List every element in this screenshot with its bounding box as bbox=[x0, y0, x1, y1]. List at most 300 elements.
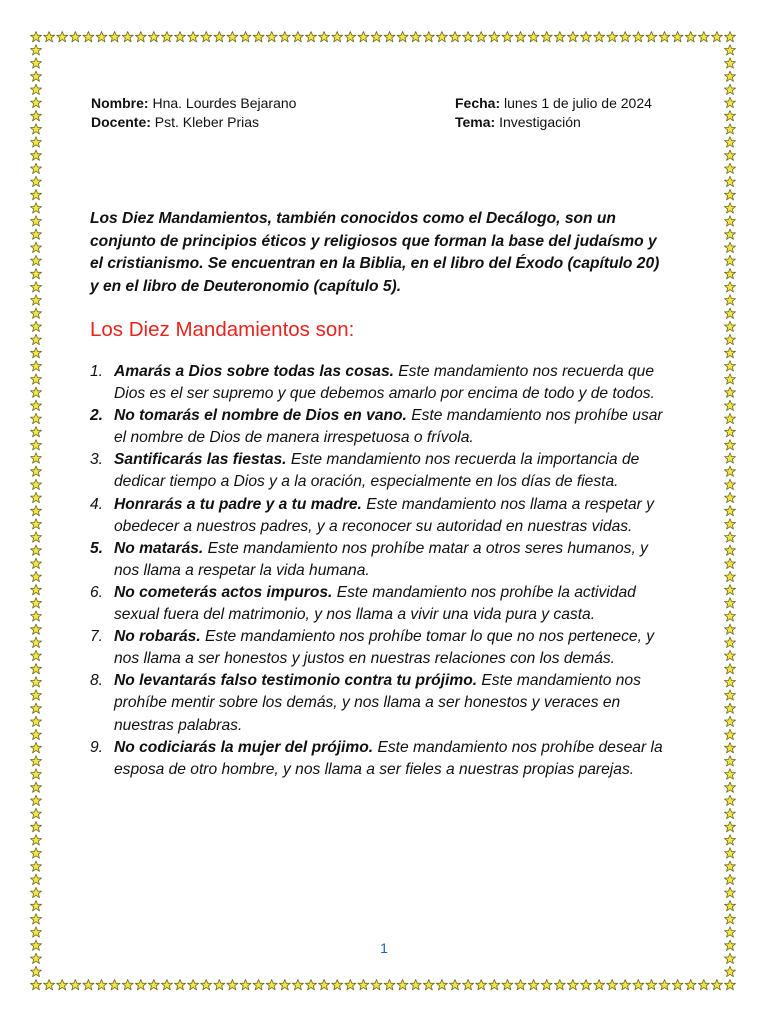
star-icon bbox=[724, 650, 735, 660]
star-icon bbox=[358, 979, 369, 989]
star-icon bbox=[672, 31, 683, 41]
star-icon bbox=[188, 31, 199, 41]
item-title: No codiciarás la mujer del prójimo. bbox=[114, 738, 374, 756]
star-icon bbox=[580, 979, 591, 989]
star-icon bbox=[30, 953, 41, 963]
star-icon bbox=[319, 979, 330, 989]
star-icon bbox=[685, 979, 696, 989]
star-icon bbox=[30, 808, 41, 818]
star-icon bbox=[724, 84, 735, 94]
star-icon bbox=[30, 611, 41, 621]
star-icon bbox=[30, 663, 41, 673]
star-icon bbox=[214, 31, 225, 41]
star-icon bbox=[646, 979, 657, 989]
star-icon bbox=[30, 584, 41, 594]
star-icon bbox=[724, 479, 735, 489]
star-icon bbox=[397, 979, 408, 989]
star-icon bbox=[724, 492, 735, 502]
star-icon bbox=[489, 979, 500, 989]
star-icon bbox=[70, 979, 81, 989]
star-icon bbox=[672, 979, 683, 989]
star-icon bbox=[724, 282, 735, 292]
item-title: No robarás. bbox=[114, 628, 201, 646]
star-icon bbox=[30, 861, 41, 871]
item-text: Este mandamiento nos prohíbe la actividad sexual fuera del matrimonio, y nos llama a vivir una vida pura y casta. bbox=[114, 583, 636, 624]
list-item bbox=[90, 737, 674, 781]
item-text: Este mandamiento nos llama a respetar y obedecer a nuestros padres, y a reconocer su autoridad en nuestras vidas. bbox=[114, 495, 654, 535]
star-icon bbox=[266, 31, 277, 41]
star-icon bbox=[724, 861, 735, 871]
star-icon bbox=[292, 979, 303, 989]
star-icon bbox=[476, 31, 487, 41]
star-icon bbox=[253, 979, 264, 989]
star-icon bbox=[724, 545, 735, 555]
star-icon bbox=[30, 216, 41, 226]
star-icon bbox=[57, 979, 68, 989]
star-icon bbox=[724, 571, 735, 581]
star-icon bbox=[30, 189, 41, 199]
star-icon bbox=[174, 979, 185, 989]
star-icon bbox=[633, 31, 644, 41]
star-icon bbox=[30, 374, 41, 384]
star-icon bbox=[449, 979, 460, 989]
item-body bbox=[114, 626, 674, 670]
nombre-field bbox=[91, 94, 455, 113]
star-icon bbox=[240, 31, 251, 41]
star-icon bbox=[30, 637, 41, 647]
star-icon bbox=[711, 979, 722, 989]
star-icon bbox=[724, 334, 735, 344]
item-text: Este mandamiento nos prohíbe matar a otros seres humanos, y nos llama a respetar la vida humana. bbox=[114, 539, 648, 579]
star-icon bbox=[724, 611, 735, 621]
star-icon bbox=[30, 426, 41, 436]
star-icon bbox=[201, 31, 212, 41]
star-icon bbox=[554, 31, 565, 41]
star-icon bbox=[724, 729, 735, 739]
star-icon bbox=[724, 742, 735, 752]
star-icon bbox=[96, 979, 107, 989]
star-icon bbox=[201, 979, 212, 989]
star-icon bbox=[30, 545, 41, 555]
star-icon bbox=[30, 742, 41, 752]
star-icon bbox=[266, 979, 277, 989]
item-body bbox=[114, 582, 674, 626]
star-icon bbox=[724, 505, 735, 515]
star-icon bbox=[724, 874, 735, 884]
star-icon bbox=[724, 413, 735, 423]
star-icon bbox=[724, 374, 735, 384]
star-icon bbox=[30, 532, 41, 542]
star-icon bbox=[345, 979, 356, 989]
list-item bbox=[90, 670, 674, 736]
star-icon bbox=[30, 137, 41, 147]
page-number: 1 bbox=[380, 940, 388, 956]
star-icon bbox=[135, 979, 146, 989]
star-icon bbox=[30, 650, 41, 660]
star-icon bbox=[30, 940, 41, 950]
star-icon bbox=[724, 163, 735, 173]
list-item bbox=[90, 494, 674, 538]
star-icon bbox=[30, 703, 41, 713]
document-header bbox=[91, 94, 691, 132]
star-icon bbox=[332, 31, 343, 41]
star-icon bbox=[109, 31, 120, 41]
star-icon bbox=[83, 979, 94, 989]
star-icon bbox=[240, 979, 251, 989]
star-icon bbox=[724, 268, 735, 278]
list-item bbox=[90, 582, 674, 626]
star-icon bbox=[724, 203, 735, 213]
star-icon bbox=[724, 637, 735, 647]
star-icon bbox=[30, 677, 41, 687]
star-icon bbox=[30, 163, 41, 173]
item-number: 9. bbox=[90, 738, 104, 756]
star-icon bbox=[724, 624, 735, 634]
star-icon bbox=[30, 229, 41, 239]
item-number: 5. bbox=[90, 539, 104, 557]
star-icon bbox=[30, 453, 41, 463]
star-icon bbox=[30, 519, 41, 529]
star-icon bbox=[724, 71, 735, 81]
star-icon bbox=[724, 110, 735, 120]
star-icon bbox=[423, 31, 434, 41]
star-icon bbox=[44, 979, 55, 989]
star-icon bbox=[724, 558, 735, 568]
list-item bbox=[90, 361, 674, 405]
item-title: No cometerás actos impuros. bbox=[114, 583, 333, 601]
star-icon bbox=[594, 979, 605, 989]
star-icon bbox=[30, 769, 41, 779]
item-title: No tomarás el nombre de Dios en vano. bbox=[114, 407, 407, 425]
star-icon bbox=[30, 150, 41, 160]
star-icon bbox=[554, 979, 565, 989]
star-icon bbox=[122, 979, 133, 989]
docente-value: Pst. Kleber Prias bbox=[154, 114, 260, 130]
star-icon bbox=[410, 31, 421, 41]
star-icon bbox=[30, 848, 41, 858]
star-icon bbox=[30, 598, 41, 608]
star-icon bbox=[148, 979, 159, 989]
star-icon bbox=[30, 71, 41, 81]
star-icon bbox=[724, 690, 735, 700]
star-icon bbox=[711, 31, 722, 41]
item-number: 2. bbox=[90, 407, 104, 425]
star-icon bbox=[279, 31, 290, 41]
star-icon bbox=[30, 124, 41, 134]
item-number: 6. bbox=[90, 583, 104, 601]
star-icon bbox=[724, 466, 735, 476]
star-icon bbox=[724, 255, 735, 265]
star-icon bbox=[30, 308, 41, 318]
item-number: 1. bbox=[90, 363, 104, 380]
star-icon bbox=[410, 979, 421, 989]
star-icon bbox=[30, 466, 41, 476]
star-icon bbox=[724, 677, 735, 687]
item-body bbox=[114, 405, 674, 449]
star-icon bbox=[30, 900, 41, 910]
star-icon bbox=[620, 979, 631, 989]
docente-field bbox=[91, 113, 455, 132]
star-icon bbox=[70, 31, 81, 41]
star-icon bbox=[724, 58, 735, 68]
commandments-list bbox=[90, 361, 674, 781]
star-icon bbox=[724, 176, 735, 186]
star-icon bbox=[724, 979, 735, 989]
star-icon bbox=[30, 58, 41, 68]
star-icon bbox=[724, 756, 735, 766]
star-icon bbox=[384, 979, 395, 989]
star-icon bbox=[449, 31, 460, 41]
star-icon bbox=[724, 900, 735, 910]
item-body bbox=[114, 449, 674, 493]
star-icon bbox=[57, 31, 68, 41]
star-icon bbox=[30, 176, 41, 186]
star-icon bbox=[30, 347, 41, 357]
list-item bbox=[90, 405, 674, 449]
star-icon bbox=[724, 242, 735, 252]
star-icon bbox=[633, 979, 644, 989]
star-icon bbox=[174, 31, 185, 41]
star-icon bbox=[345, 31, 356, 41]
star-icon bbox=[541, 31, 552, 41]
star-icon bbox=[371, 31, 382, 41]
star-icon bbox=[724, 229, 735, 239]
star-icon bbox=[724, 716, 735, 726]
star-icon bbox=[724, 940, 735, 950]
star-icon bbox=[724, 45, 735, 55]
star-icon bbox=[227, 31, 238, 41]
star-icon bbox=[30, 295, 41, 305]
star-icon bbox=[358, 31, 369, 41]
star-icon bbox=[96, 31, 107, 41]
star-icon bbox=[188, 979, 199, 989]
star-icon bbox=[30, 334, 41, 344]
star-icon bbox=[541, 979, 552, 989]
star-icon bbox=[724, 953, 735, 963]
star-icon bbox=[724, 848, 735, 858]
star-icon bbox=[30, 492, 41, 502]
star-icon bbox=[646, 31, 657, 41]
star-icon bbox=[724, 124, 735, 134]
star-icon bbox=[724, 453, 735, 463]
star-icon bbox=[528, 979, 539, 989]
item-text: Este mandamiento nos prohíbe desear la esposa de otro hombre, y nos llama a ser fieles a nuestras propias parejas. bbox=[114, 738, 663, 778]
star-icon bbox=[214, 979, 225, 989]
star-icon bbox=[724, 966, 735, 976]
star-icon bbox=[30, 914, 41, 924]
star-icon bbox=[724, 821, 735, 831]
star-icon bbox=[279, 979, 290, 989]
item-title: Amarás a Dios sobre todas las cosas. bbox=[114, 363, 394, 380]
star-icon bbox=[489, 31, 500, 41]
intro-paragraph: Los Diez Mandamientos, también conocidos como el Decálogo, son un conjunto de principios éticos y religiosos que forman la base del judaísmo y el cristianismo. Se encuentran en la Biblia, en el libro del Éxodo (capítulo 20) y en el libro de Deuteronomio (capítulo 5). bbox=[90, 210, 660, 295]
item-body bbox=[114, 494, 674, 538]
item-number: 8. bbox=[90, 672, 104, 690]
star-icon bbox=[30, 624, 41, 634]
star-icon bbox=[436, 31, 447, 41]
star-icon bbox=[724, 769, 735, 779]
star-icon bbox=[319, 31, 330, 41]
star-icon bbox=[30, 84, 41, 94]
tema-label: Tema: bbox=[455, 114, 496, 130]
star-icon bbox=[292, 31, 303, 41]
fecha-value: lunes 1 de julio de 2024 bbox=[504, 95, 652, 111]
star-icon bbox=[567, 979, 578, 989]
item-number: 3. bbox=[90, 451, 104, 469]
star-icon bbox=[30, 927, 41, 937]
star-icon bbox=[30, 821, 41, 831]
tema-field bbox=[455, 113, 691, 132]
section-title: Los Diez Mandamientos son: bbox=[90, 318, 355, 341]
star-icon bbox=[620, 31, 631, 41]
star-icon bbox=[305, 979, 316, 989]
star-icon bbox=[253, 31, 264, 41]
star-icon bbox=[502, 979, 513, 989]
item-text: Este mandamiento nos recuerda que Dios es el ser supremo y que debemos amarlo por encima de todo y de todos. bbox=[114, 363, 655, 403]
item-body bbox=[114, 538, 674, 582]
item-text: Este mandamiento nos prohíbe mentir sobre los demás, y nos llama a ser honestos y veraces en nuestras palabras. bbox=[114, 672, 641, 734]
nombre-value: Hna. Lourdes Bejarano bbox=[152, 95, 297, 111]
star-icon bbox=[30, 45, 41, 55]
star-icon bbox=[30, 558, 41, 568]
star-icon bbox=[30, 571, 41, 581]
star-icon bbox=[436, 979, 447, 989]
star-icon bbox=[724, 189, 735, 199]
star-icon bbox=[724, 887, 735, 897]
item-text: Este mandamiento nos prohíbe usar el nombre de Dios de manera irrespetuosa o frívola. bbox=[114, 407, 663, 447]
star-icon bbox=[397, 31, 408, 41]
star-icon bbox=[515, 31, 526, 41]
star-icon bbox=[724, 835, 735, 845]
star-icon bbox=[30, 966, 41, 976]
star-icon bbox=[659, 979, 670, 989]
star-icon bbox=[30, 255, 41, 265]
star-icon bbox=[724, 295, 735, 305]
fecha-label: Fecha: bbox=[455, 95, 501, 111]
star-icon bbox=[724, 347, 735, 357]
star-icon bbox=[30, 400, 41, 410]
star-icon bbox=[109, 979, 120, 989]
star-icon bbox=[30, 268, 41, 278]
item-title: Santificarás las fiestas. bbox=[114, 451, 287, 469]
star-icon bbox=[685, 31, 696, 41]
item-text: Este mandamiento nos recuerda la importancia de dedicar tiempo a Dios y a la oración, especialmente en los días de fiesta. bbox=[114, 451, 640, 491]
star-icon bbox=[30, 110, 41, 120]
star-icon bbox=[659, 31, 670, 41]
star-icon bbox=[724, 150, 735, 160]
item-body bbox=[114, 670, 674, 736]
star-icon bbox=[371, 979, 382, 989]
star-icon bbox=[724, 584, 735, 594]
star-icon bbox=[122, 31, 133, 41]
star-icon bbox=[30, 282, 41, 292]
star-icon bbox=[30, 242, 41, 252]
item-title: No matarás. bbox=[114, 539, 204, 557]
item-title: Honrarás a tu padre y a tu madre. bbox=[114, 495, 362, 513]
star-icon bbox=[698, 979, 709, 989]
tema-value: Investigación bbox=[499, 114, 581, 130]
star-icon bbox=[305, 31, 316, 41]
star-icon bbox=[148, 31, 159, 41]
star-icon bbox=[724, 598, 735, 608]
star-icon bbox=[724, 387, 735, 397]
star-icon bbox=[724, 663, 735, 673]
star-icon bbox=[423, 979, 434, 989]
star-icon bbox=[30, 835, 41, 845]
star-icon bbox=[30, 387, 41, 397]
star-icon bbox=[607, 979, 618, 989]
star-icon bbox=[724, 400, 735, 410]
star-icon bbox=[30, 321, 41, 331]
star-icon bbox=[30, 887, 41, 897]
star-icon bbox=[724, 137, 735, 147]
item-number: 4. bbox=[90, 495, 104, 513]
star-icon bbox=[476, 979, 487, 989]
star-icon bbox=[227, 979, 238, 989]
header-row-2 bbox=[91, 113, 691, 132]
docente-label: Docente: bbox=[91, 114, 151, 130]
star-icon bbox=[384, 31, 395, 41]
star-icon bbox=[607, 31, 618, 41]
star-icon bbox=[30, 31, 41, 41]
star-icon bbox=[161, 979, 172, 989]
item-title: No levantarás falso testimonio contra tu prójimo. bbox=[114, 672, 478, 690]
star-icon bbox=[30, 361, 41, 371]
star-icon bbox=[463, 31, 474, 41]
star-icon bbox=[135, 31, 146, 41]
star-icon bbox=[515, 979, 526, 989]
star-icon bbox=[30, 782, 41, 792]
star-icon bbox=[30, 729, 41, 739]
star-icon bbox=[724, 795, 735, 805]
star-icon bbox=[724, 440, 735, 450]
star-icon bbox=[724, 914, 735, 924]
star-icon bbox=[724, 532, 735, 542]
star-icon bbox=[724, 97, 735, 107]
star-icon bbox=[30, 874, 41, 884]
star-icon bbox=[30, 479, 41, 489]
star-icon bbox=[30, 795, 41, 805]
star-icon bbox=[30, 440, 41, 450]
star-icon bbox=[30, 716, 41, 726]
star-icon bbox=[724, 426, 735, 436]
item-text: Este mandamiento nos prohíbe tomar lo que no nos pertenece, y nos llama a ser honestos y justos en nuestras relaciones con los demás. bbox=[114, 628, 655, 668]
star-icon bbox=[30, 690, 41, 700]
star-icon bbox=[724, 31, 735, 41]
star-icon bbox=[724, 321, 735, 331]
star-icon bbox=[724, 308, 735, 318]
star-icon bbox=[724, 519, 735, 529]
item-number: 7. bbox=[90, 628, 104, 646]
star-icon bbox=[30, 979, 41, 989]
header-row-1 bbox=[91, 94, 691, 113]
star-icon bbox=[580, 31, 591, 41]
star-icon bbox=[30, 505, 41, 515]
star-icon bbox=[724, 782, 735, 792]
star-icon bbox=[30, 97, 41, 107]
star-icon bbox=[463, 979, 474, 989]
star-icon bbox=[332, 979, 343, 989]
star-icon bbox=[502, 31, 513, 41]
star-icon bbox=[594, 31, 605, 41]
star-icon bbox=[528, 31, 539, 41]
star-icon bbox=[724, 927, 735, 937]
star-icon bbox=[30, 413, 41, 423]
star-icon bbox=[724, 703, 735, 713]
star-icon bbox=[724, 808, 735, 818]
star-icon bbox=[724, 216, 735, 226]
star-icon bbox=[30, 756, 41, 766]
